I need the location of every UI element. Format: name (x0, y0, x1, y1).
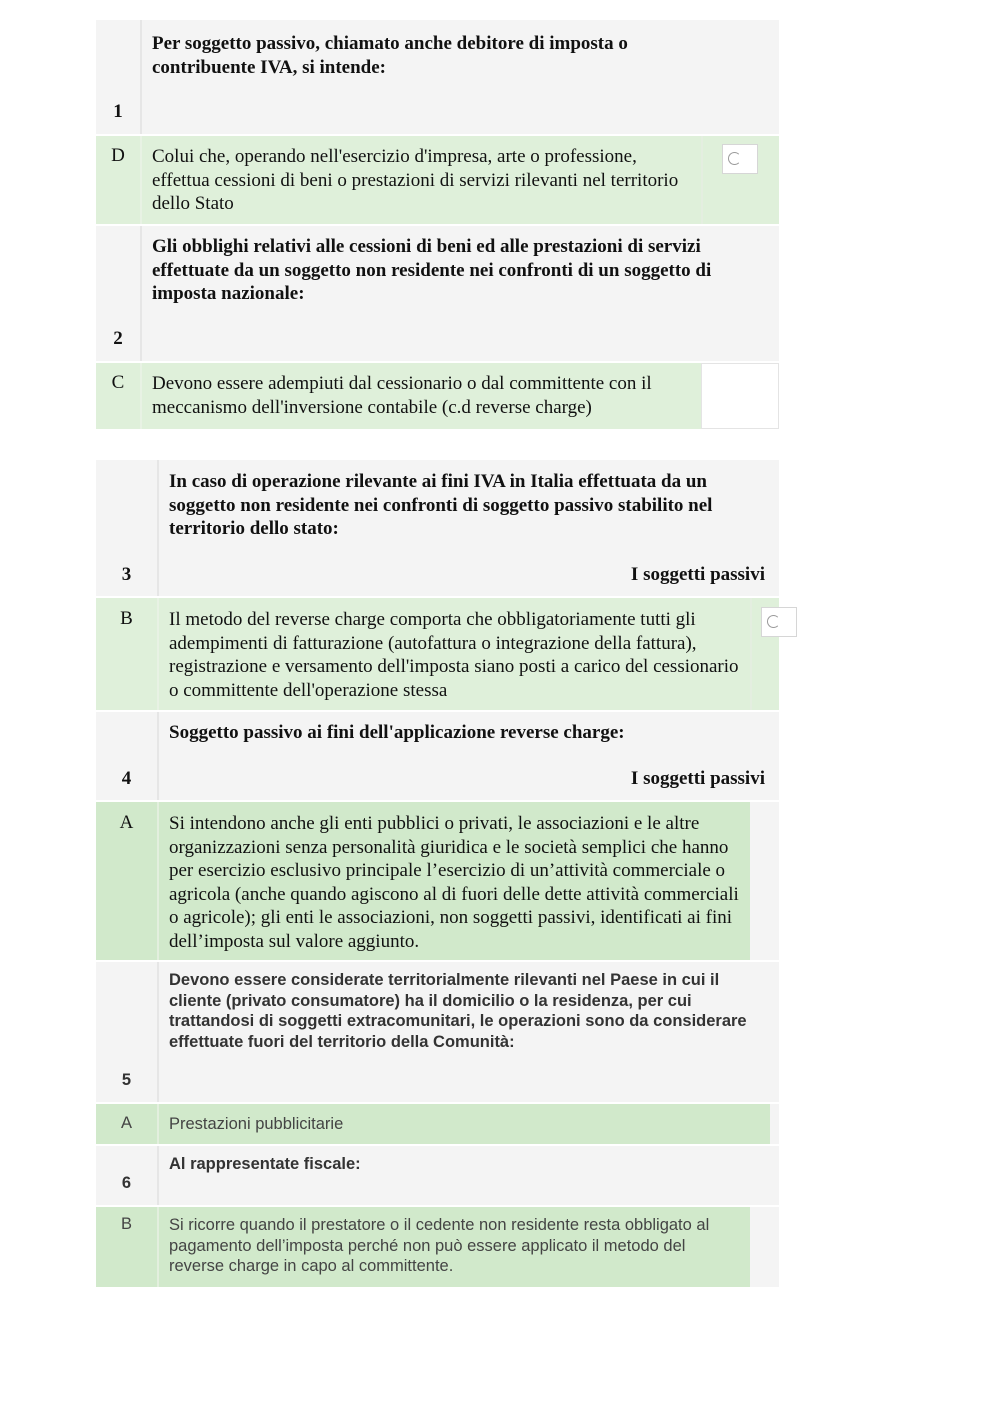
question-number: 5 (121, 1071, 132, 1089)
answer-text: Si intendono anche gli enti pubblici o privati, le associazioni e le altre organizzazioni senza personalità giuridica e le società semplici che hanno per esercizio esclusivo principale l’esercizio di un’attività commerciale o agricola (anche quando agiscono al di fuori delle dette attività commerciali o agricole); gli enti le associazioni, non soggetti passivi, identificati ai fini dell’imposta sul valore aggiunto. (169, 813, 739, 952)
question-text: Al rappresentate fiscale: (169, 1155, 361, 1173)
section-label: I soggetti passivi (630, 564, 765, 585)
question-number: 4 (121, 768, 132, 789)
answer-text: Prestazioni pubblicitarie (169, 1115, 344, 1133)
answer-text: Si ricorre quando il prestatore o il cedente non residente resta obbligato al pagamento dell’imposta perché non può essere applicato il metodo del reverse charge in capo al committente. (169, 1216, 710, 1275)
question-text: Gli obblighi relativi alle cessioni di beni ed alle prestazioni di servizi effettuate da un soggetto non residente nei confronti di un soggetto di imposta nazionale: (152, 236, 712, 304)
question-text: Devono essere considerate territorialmente rilevanti nel Paese in cui il cliente (privato consumatore) ha il domicilio o la residenza, per cui trattandosi di soggetti extracomunitari, le operazioni sono da considerare effettuate fuori del territorio della Comunità: (169, 971, 747, 1051)
question-number: 2 (113, 328, 123, 349)
answer-text: Devono essere adempiuti dal cessionario o dal committente con il meccanismo dell'inversione contabile (c.d reverse charge) (152, 373, 652, 418)
question-text: Per soggetto passivo, chiamato anche debitore di imposta o contribuente IVA, si intende: (152, 33, 628, 78)
answer-letter: A (120, 1114, 132, 1132)
loading-spinner-icon (728, 152, 741, 165)
answer-letter: B (120, 608, 133, 629)
question-text: Soggetto passivo ai fini dell'applicazione reverse charge: (169, 722, 625, 743)
question-text: In caso di operazione rilevante ai fini IVA in Italia effettuata da un soggetto non residente nei confronti di soggetto passivo stabilito nel territorio dello stato: (169, 471, 713, 539)
answer-letter: A (119, 812, 134, 833)
section-label: I soggetti passivi (630, 768, 765, 789)
question-number: 1 (113, 101, 123, 122)
answer-radio[interactable] (761, 607, 797, 637)
answer-text: Il metodo del reverse charge comporta che obbligatoriamente tutti gli adempimenti di fatturazione (autofattura o integrazione della fattura), registrazione e versamento dell'imposta siano posti a carico del cessionario o committente dell'operazione stessa (169, 609, 739, 701)
loading-spinner-icon (767, 615, 780, 628)
answer-radio[interactable] (722, 144, 758, 174)
answer-letter: C (111, 372, 125, 393)
answer-text: Colui che, operando nell'esercizio d'impresa, arte o professione, effettua cessioni di beni o prestazioni di servizi rilevanti nel territorio dello Stato (152, 146, 679, 214)
question-number: 3 (121, 564, 132, 585)
question-number: 6 (121, 1174, 132, 1192)
answer-letter: D (111, 145, 125, 166)
answer-letter: B (120, 1215, 132, 1233)
